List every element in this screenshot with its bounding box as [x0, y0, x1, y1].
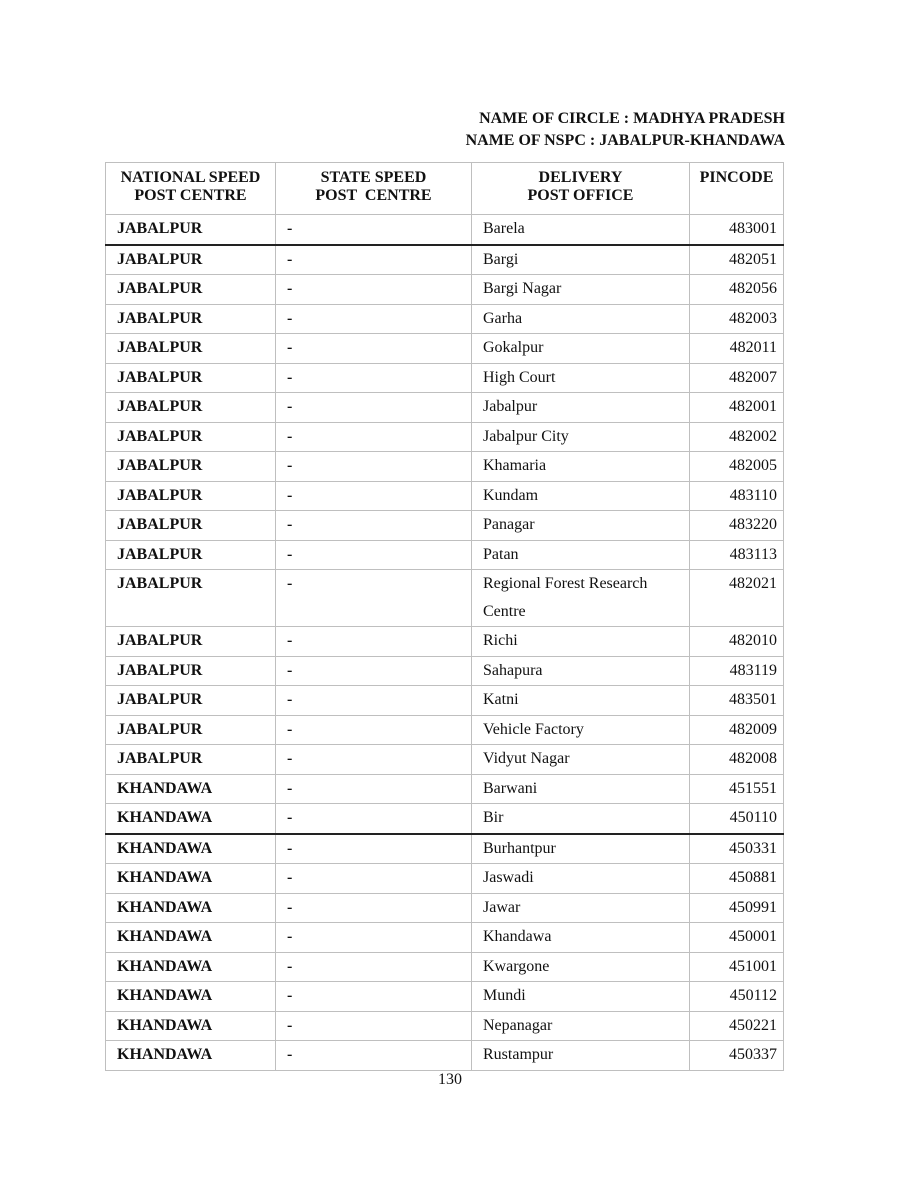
table-row — [106, 715, 784, 745]
nspc-name: NAME OF NSPC : JABALPUR-KHANDAWA — [465, 132, 785, 149]
state-cell: - — [276, 304, 472, 334]
table-row — [106, 304, 784, 334]
centre-cell: JABALPUR — [106, 745, 276, 775]
table-row — [106, 481, 784, 511]
table-row — [106, 511, 784, 541]
state-cell: - — [276, 1011, 472, 1041]
col-header-line: PINCODE — [699, 169, 774, 186]
centre-cell: KHANDAWA — [106, 923, 276, 953]
office-cell: Garha — [472, 304, 690, 334]
col-header-pincode — [690, 163, 784, 215]
col-header-delivery-office — [472, 163, 690, 215]
centre-cell: KHANDAWA — [106, 1011, 276, 1041]
office-cell: Jawar — [472, 893, 690, 923]
pincode-cell: 450110 — [690, 804, 784, 834]
pincode-cell: 483220 — [690, 511, 784, 541]
pincode-cell: 483001 — [690, 215, 784, 245]
centre-cell: JABALPUR — [106, 481, 276, 511]
centre-cell: KHANDAWA — [106, 774, 276, 804]
centre-cell: JABALPUR — [106, 393, 276, 423]
state-cell: - — [276, 952, 472, 982]
centre-cell: JABALPUR — [106, 540, 276, 570]
col-header-line: NATIONAL SPEED — [120, 169, 261, 186]
office-cell: Bir — [472, 804, 690, 834]
pincode-cell: 482051 — [690, 245, 784, 275]
state-cell: - — [276, 893, 472, 923]
office-cell: Jabalpur City — [472, 422, 690, 452]
pincode-cell: 450331 — [690, 834, 784, 864]
state-cell: - — [276, 923, 472, 953]
centre-cell: JABALPUR — [106, 422, 276, 452]
state-cell: - — [276, 363, 472, 393]
pincode-cell: 483501 — [690, 686, 784, 716]
table-row — [106, 864, 784, 894]
table-row — [106, 923, 784, 953]
pincode-cell: 482010 — [690, 627, 784, 657]
pincode-cell: 483119 — [690, 656, 784, 686]
centre-cell: KHANDAWA — [106, 864, 276, 894]
col-header-line: STATE SPEED — [320, 169, 427, 186]
table-row — [106, 952, 784, 982]
table-row — [106, 570, 784, 627]
centre-cell: JABALPUR — [106, 570, 276, 627]
col-header-line: DELIVERY — [538, 169, 623, 186]
office-cell: Mundi — [472, 982, 690, 1012]
state-cell: - — [276, 627, 472, 657]
centre-cell: JABALPUR — [106, 215, 276, 245]
centre-cell: JABALPUR — [106, 452, 276, 482]
state-cell: - — [276, 686, 472, 716]
col-header-line: POST CENTRE — [315, 187, 432, 204]
state-cell: - — [276, 804, 472, 834]
pincode-cell: 482002 — [690, 422, 784, 452]
state-cell: - — [276, 511, 472, 541]
centre-cell: JABALPUR — [106, 363, 276, 393]
state-cell: - — [276, 245, 472, 275]
table-row — [106, 540, 784, 570]
pincode-cell: 450337 — [690, 1041, 784, 1071]
circle-name: NAME OF CIRCLE : MADHYA PRADESH — [479, 110, 785, 127]
office-cell: Patan — [472, 540, 690, 570]
state-cell: - — [276, 834, 472, 864]
table-row — [106, 804, 784, 834]
office-cell: Katni — [472, 686, 690, 716]
centre-cell: KHANDAWA — [106, 952, 276, 982]
state-cell: - — [276, 393, 472, 423]
page-number: 130 — [438, 1071, 462, 1088]
state-cell: - — [276, 275, 472, 305]
state-cell: - — [276, 1041, 472, 1071]
table-row — [106, 686, 784, 716]
state-cell: - — [276, 334, 472, 364]
pincode-cell: 482007 — [690, 363, 784, 393]
table-row — [106, 275, 784, 305]
pincode-cell: 482005 — [690, 452, 784, 482]
pincode-cell: 451001 — [690, 952, 784, 982]
table-row — [106, 627, 784, 657]
office-line: Regional Forest Research — [483, 575, 648, 592]
centre-cell: JABALPUR — [106, 275, 276, 305]
office-line: Centre — [483, 603, 526, 620]
state-cell: - — [276, 774, 472, 804]
office-cell: Bargi Nagar — [472, 275, 690, 305]
pincode-cell: 450001 — [690, 923, 784, 953]
office-cell: Jaswadi — [472, 864, 690, 894]
state-cell: - — [276, 982, 472, 1012]
pincode-cell: 482021 — [690, 570, 784, 627]
pincode-cell: 483110 — [690, 481, 784, 511]
table-row — [106, 215, 784, 245]
office-cell: Kwargone — [472, 952, 690, 982]
col-header-national-centre — [106, 163, 276, 215]
office-cell: Jabalpur — [472, 393, 690, 423]
table-row — [106, 982, 784, 1012]
pincode-cell: 450881 — [690, 864, 784, 894]
centre-cell: KHANDAWA — [106, 1041, 276, 1071]
office-cell: Vidyut Nagar — [472, 745, 690, 775]
table-row — [106, 893, 784, 923]
centre-cell: JABALPUR — [106, 245, 276, 275]
table-row — [106, 1011, 784, 1041]
centre-cell: JABALPUR — [106, 627, 276, 657]
centre-cell: JABALPUR — [106, 686, 276, 716]
table-row — [106, 245, 784, 275]
pincode-cell: 450112 — [690, 982, 784, 1012]
centre-cell: KHANDAWA — [106, 834, 276, 864]
col-header-line: POST CENTRE — [134, 187, 247, 204]
office-cell: Richi — [472, 627, 690, 657]
pincode-cell: 482008 — [690, 745, 784, 775]
table-row — [106, 834, 784, 864]
office-cell: Nepanagar — [472, 1011, 690, 1041]
office-cell: Bargi — [472, 245, 690, 275]
table-row — [106, 363, 784, 393]
table-row — [106, 774, 784, 804]
centre-cell: JABALPUR — [106, 304, 276, 334]
centre-cell: KHANDAWA — [106, 804, 276, 834]
office-cell — [472, 570, 690, 627]
state-cell: - — [276, 745, 472, 775]
table-row — [106, 1041, 784, 1071]
col-header-state-centre — [276, 163, 472, 215]
state-cell: - — [276, 422, 472, 452]
table-row — [106, 452, 784, 482]
pincode-cell: 482009 — [690, 715, 784, 745]
office-cell: Burhantpur — [472, 834, 690, 864]
state-cell: - — [276, 215, 472, 245]
pincode-cell: 451551 — [690, 774, 784, 804]
table-row — [106, 334, 784, 364]
office-cell: Kundam — [472, 481, 690, 511]
state-cell: - — [276, 656, 472, 686]
pincode-cell: 482056 — [690, 275, 784, 305]
state-cell: - — [276, 452, 472, 482]
state-cell: - — [276, 540, 472, 570]
state-cell: - — [276, 481, 472, 511]
office-cell: Rustampur — [472, 1041, 690, 1071]
office-cell: Barwani — [472, 774, 690, 804]
table-row — [106, 422, 784, 452]
table-header-row — [106, 163, 784, 215]
pincode-cell: 450991 — [690, 893, 784, 923]
pincode-cell: 482001 — [690, 393, 784, 423]
pincode-table — [105, 162, 784, 1071]
pincode-cell: 482003 — [690, 304, 784, 334]
col-header-line: POST OFFICE — [527, 187, 634, 204]
office-cell: Sahapura — [472, 656, 690, 686]
centre-cell: JABALPUR — [106, 656, 276, 686]
office-cell: Khamaria — [472, 452, 690, 482]
office-cell: Barela — [472, 215, 690, 245]
centre-cell: KHANDAWA — [106, 893, 276, 923]
office-cell: Khandawa — [472, 923, 690, 953]
centre-cell: JABALPUR — [106, 334, 276, 364]
state-cell: - — [276, 864, 472, 894]
office-cell: High Court — [472, 363, 690, 393]
centre-cell: JABALPUR — [106, 715, 276, 745]
pincode-cell: 482011 — [690, 334, 784, 364]
office-cell: Vehicle Factory — [472, 715, 690, 745]
state-cell: - — [276, 570, 472, 627]
centre-cell: JABALPUR — [106, 511, 276, 541]
office-cell: Panagar — [472, 511, 690, 541]
pincode-cell: 483113 — [690, 540, 784, 570]
document-heading — [466, 108, 785, 152]
table-row — [106, 656, 784, 686]
centre-cell: KHANDAWA — [106, 982, 276, 1012]
table-row — [106, 393, 784, 423]
office-cell: Gokalpur — [472, 334, 690, 364]
table-row — [106, 745, 784, 775]
state-cell: - — [276, 715, 472, 745]
pincode-cell: 450221 — [690, 1011, 784, 1041]
